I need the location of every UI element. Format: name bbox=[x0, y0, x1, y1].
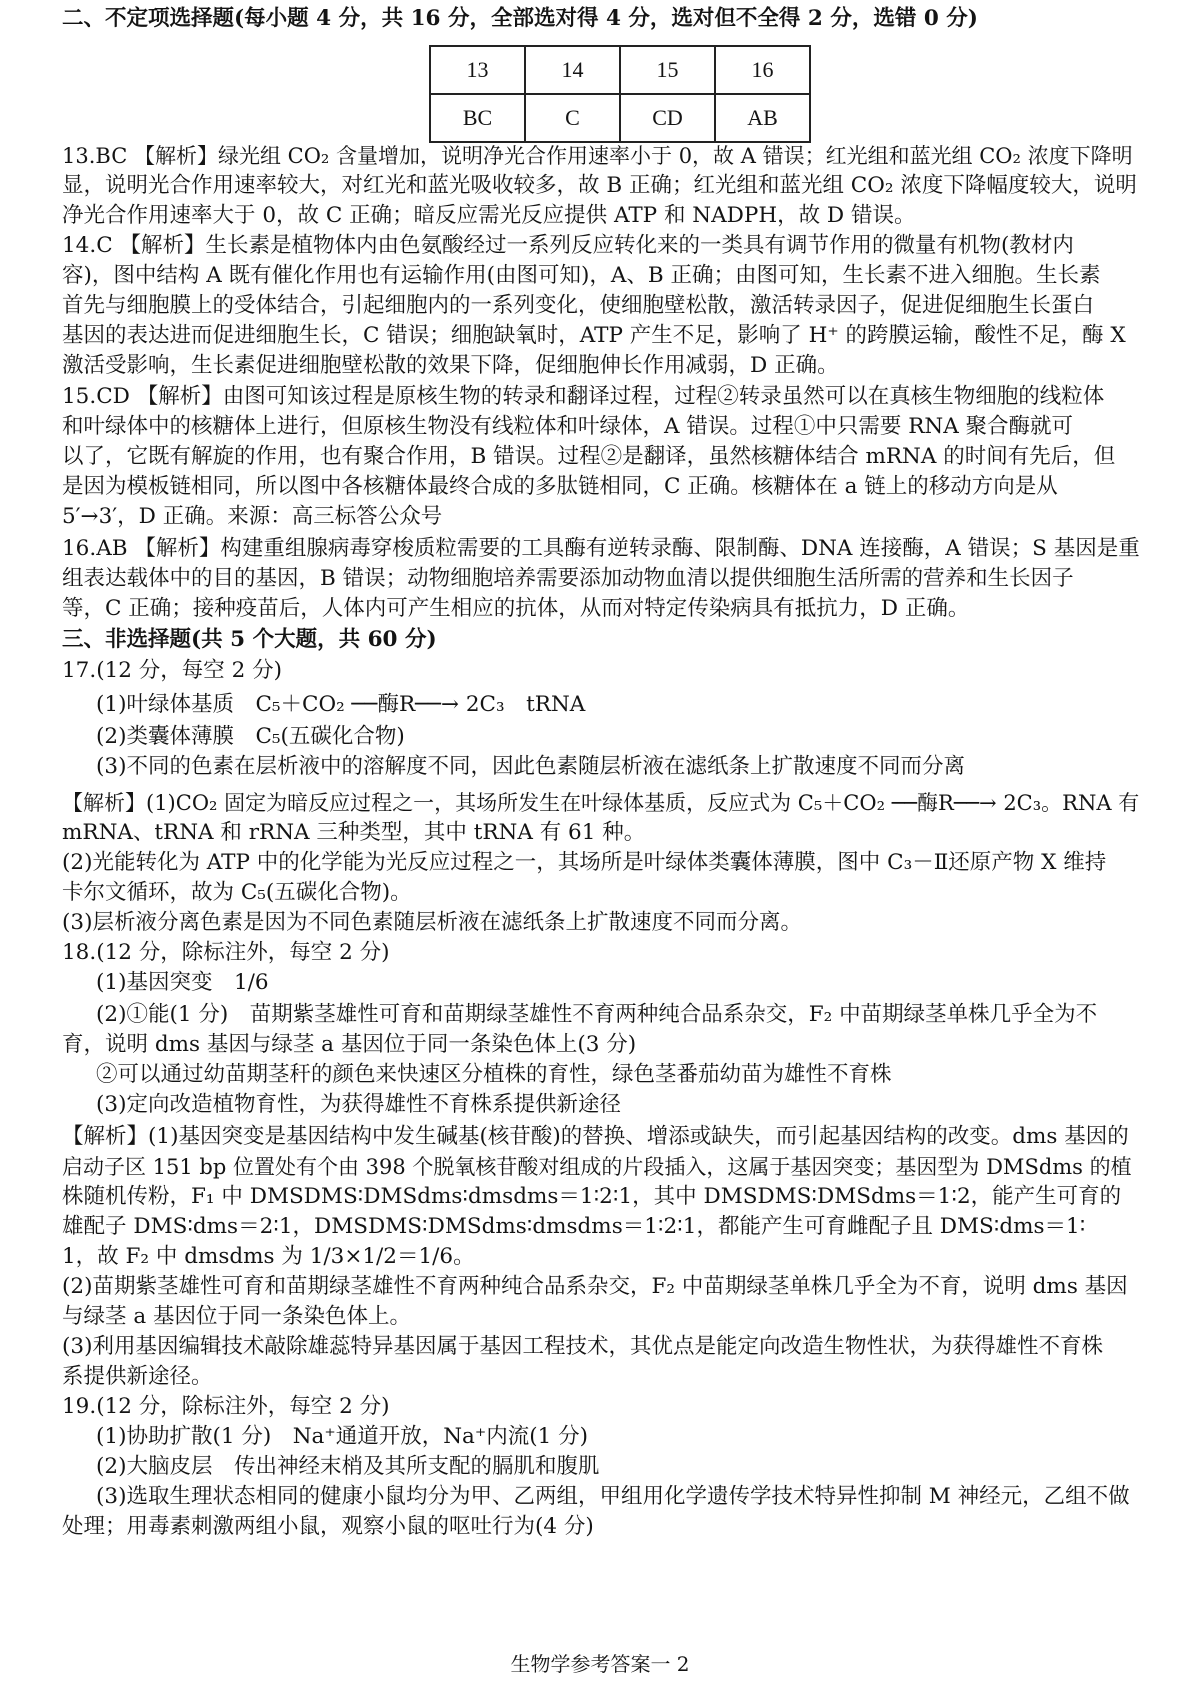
q17-line: mRNA、tRNA 和 rRNA 三种类型，其中 tRNA 有 61 种。 bbox=[62, 820, 646, 845]
explanation-13-line: 13.BC 【解析】绿光组 CO₂ 含量增加，说明净光合作用速率小于 0，故 A 错误；红光组和蓝光组 CO₂ 浓度下降明 bbox=[62, 144, 1133, 168]
q19-line: (1)协助扩散(1 分) Na⁺通道开放，Na⁺内流(1 分) bbox=[96, 1424, 588, 1449]
q17-line: (2)类囊体薄膜 C₅(五碳化合物) bbox=[96, 724, 405, 749]
section-3-heading: 三、非选择题(共 5 个大题，共 60 分) bbox=[62, 627, 437, 652]
answer-table-question-row bbox=[430, 46, 810, 94]
section-2-heading: 二、不定项选择题(每小题 4 分，共 16 分，全部选对得 4 分，选对但不全得 2 分，选错 0 分) bbox=[62, 6, 978, 31]
answer-cell: C bbox=[525, 94, 620, 142]
q19-line: 19.(12 分，除标注外，每空 2 分) bbox=[62, 1394, 390, 1419]
explanation-13-line: 净光合作用速率大于 0，故 C 正确；暗反应需光反应提供 ATP 和 NADPH，故 D 错误。 bbox=[62, 203, 916, 228]
q18-line: 18.(12 分，除标注外，每空 2 分) bbox=[62, 940, 390, 965]
explanation-15-line: 15.CD 【解析】由图可知该过程是原核生物的转录和翻译过程，过程②转录虽然可以在真核生物细胞的线粒体 bbox=[62, 384, 1105, 409]
q17-line: (1)叶绿体基质 C₅＋CO₂ ──酶R──→ 2C₃ tRNA bbox=[96, 692, 586, 717]
explanation-14-line: 容)，图中结构 A 既有催化作用也有运输作用(由图可知)，A、B 正确；由图可知，生长素不进入细胞。生长素 bbox=[62, 263, 1101, 288]
q18-line: (1)基因突变 1/6 bbox=[96, 970, 269, 995]
q18-line: (3)定向改造植物育性，为获得雄性不育株系提供新途径 bbox=[96, 1092, 621, 1117]
explanation-14-line: 14.C 【解析】生长素是植物体内由色氨酸经过一系列反应转化来的一类具有调节作用的微量有机物(教材内 bbox=[62, 233, 1074, 258]
explanation-15-line: 以了，它既有解旋的作用，也有聚合作用，B 错误。过程②是翻译，虽然核糖体结合 mRNA 的时间有先后，但 bbox=[62, 444, 1116, 469]
answer-table-answer-row bbox=[430, 94, 810, 142]
explanation-16-line: 组表达载体中的目的基因，B 错误；动物细胞培养需要添加动物血清以提供细胞生活所需的营养和生长因子 bbox=[62, 566, 1074, 591]
explanation-15-line: 是因为模板链相同，所以图中各核糖体最终合成的多肽链相同，C 正确。核糖体在 a 链上的移动方向是从 bbox=[62, 474, 1058, 499]
q18-line: 株随机传粉，F₁ 中 DMSDMS∶DMSdms∶dmsdms＝1∶2∶1，其中 DMSDMS∶DMSdms＝1∶2，能产生可育的 bbox=[62, 1184, 1122, 1209]
q17-line: (3)层析液分离色素是因为不同色素随层析液在滤纸条上扩散速度不同而分离。 bbox=[62, 910, 802, 935]
explanation-14-line: 首先与细胞膜上的受体结合，引起细胞内的一系列变化，使细胞壁松散，激活转录因子，促进促细胞生长蛋白 bbox=[62, 293, 1095, 318]
q18-line: ②可以通过幼苗期茎秆的颜色来快速区分植株的育性，绿色茎番茄幼苗为雄性不育株 bbox=[96, 1062, 892, 1087]
q17-line: 卡尔文循环，故为 C₅(五碳化合物)。 bbox=[62, 880, 412, 905]
answer-cell: CD bbox=[620, 94, 715, 142]
q19-line: (3)选取生理状态相同的健康小鼠均分为甲、乙两组，甲组用化学遗传学技术特异性抑制 M 神经元，乙组不做 bbox=[96, 1484, 1130, 1509]
answer-cell: BC bbox=[430, 94, 525, 142]
q18-line: 【解析】(1)基因突变是基因结构中发生碱基(核苷酸)的替换、增添或缺失，而引起基因结构的改变。dms 基因的 bbox=[62, 1124, 1129, 1149]
q17-line: (2)光能转化为 ATP 中的化学能为光反应过程之一，其场所是叶绿体类囊体薄膜，图中 C₃－Ⅱ还原产物 X 维持 bbox=[62, 850, 1107, 875]
q18-line: (3)利用基因编辑技术敲除雄蕊特异基因属于基因工程技术，其优点是能定向改造生物性状，为获得雄性不育株 bbox=[62, 1334, 1103, 1359]
q18-line: (2)苗期紫茎雄性可育和苗期绿茎雄性不育两种纯合品系杂交，F₂ 中苗期绿茎单株几乎全为不育，说明 dms 基因 bbox=[62, 1274, 1128, 1299]
explanation-15-line: 5′→3′，D 正确。来源：高三标答公众号 bbox=[62, 504, 443, 529]
explanation-16-line: 16.AB 【解析】构建重组腺病毒穿梭质粒需要的工具酶有逆转录酶、限制酶、DNA 连接酶，A 错误；S 基因是重 bbox=[62, 536, 1140, 561]
q19-line: 处理；用毒素刺激两组小鼠，观察小鼠的呕吐行为(4 分) bbox=[62, 1514, 594, 1539]
explanation-13-line: 显，说明光合作用速率较大，对红光和蓝光吸收较多，故 B 正确；红光组和蓝光组 CO₂ 浓度下降幅度较大，说明 bbox=[62, 173, 1137, 198]
question-number-cell: 13 bbox=[430, 46, 525, 94]
q18-line: 与绿茎 a 基因位于同一条染色体上。 bbox=[62, 1304, 411, 1329]
question-number-cell: 16 bbox=[715, 46, 810, 94]
q18-line: 1，故 F₂ 中 dmsdms 为 1/3×1/2＝1/6。 bbox=[62, 1244, 475, 1269]
q17-line: 【解析】(1)CO₂ 固定为暗反应过程之一，其场所发生在叶绿体基质，反应式为 C₅＋CO₂ ──酶R──→ 2C₃。RNA 有 bbox=[62, 791, 1140, 815]
question-number-cell: 14 bbox=[525, 46, 620, 94]
explanation-14-line: 基因的表达进而促进细胞生长，C 错误；细胞缺氧时，ATP 产生不足，影响了 H⁺ 的跨膜运输，酸性不足，酶 X bbox=[62, 323, 1126, 348]
answer-cell: AB bbox=[715, 94, 810, 142]
q17-line: 17.(12 分，每空 2 分) bbox=[62, 658, 283, 683]
q18-line: 启动子区 151 bp 位置处有个由 398 个脱氧核苷酸对组成的片段插入，这属于基因突变；基因型为 DMSdms 的植 bbox=[62, 1155, 1132, 1179]
question-number-cell: 15 bbox=[620, 46, 715, 94]
q18-line: 育，说明 dms 基因与绿茎 a 基因位于同一条染色体上(3 分) bbox=[62, 1032, 637, 1057]
q17-line: (3)不同的色素在层析液中的溶解度不同，因此色素随层析液在滤纸条上扩散速度不同而分离 bbox=[96, 754, 965, 779]
q18-line: 系提供新途径。 bbox=[62, 1364, 213, 1389]
q19-line: (2)大脑皮层 传出神经末梢及其所支配的膈肌和腹肌 bbox=[96, 1454, 600, 1479]
explanation-14-line: 激活受影响，生长素促进细胞壁松散的效果下降，促细胞伸长作用减弱，D 正确。 bbox=[62, 353, 839, 378]
page-footer: 生物学参考答案一 2 bbox=[510, 1652, 690, 1676]
answer-table bbox=[429, 45, 811, 143]
q18-line: (2)①能(1 分) 苗期紫茎雄性可育和苗期绿茎雄性不育两种纯合品系杂交，F₂ 中苗期绿茎单株几乎全为不 bbox=[96, 1002, 1098, 1027]
explanation-16-line: 等，C 正确；接种疫苗后，人体内可产生相应的抗体，从而对特定传染病具有抵抗力，D 正确。 bbox=[62, 596, 970, 621]
explanation-15-line: 和叶绿体中的核糖体上进行，但原核生物没有线粒体和叶绿体，A 错误。过程①中只需要 RNA 聚合酶就可 bbox=[62, 414, 1074, 439]
q18-line: 雄配子 DMS∶dms＝2∶1，DMSDMS∶DMSdms∶dmsdms＝1∶2∶1，都能产生可育雌配子且 DMS∶dms＝1∶ bbox=[62, 1214, 1086, 1239]
